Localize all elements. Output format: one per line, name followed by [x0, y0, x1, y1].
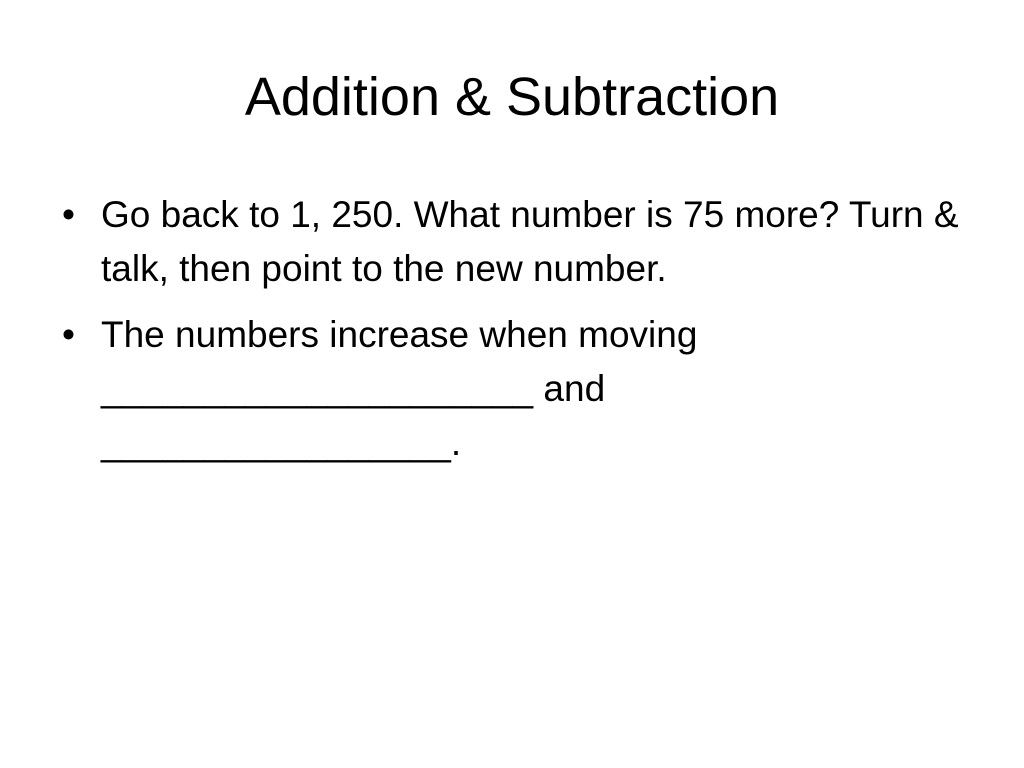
blank-line-text: _________________.: [101, 422, 462, 463]
bullet-dot-icon: •: [62, 314, 75, 355]
bullet-item: [62, 308, 962, 470]
slide-title: Addition & Subtraction: [244, 67, 780, 127]
bullet-text-line: The numbers increase when moving: [101, 314, 698, 355]
bullet-item: [62, 188, 962, 296]
bullet-dot-icon: •: [62, 194, 75, 235]
bullet-text: Go back to 1, 250. What number is 75 more? Turn & talk, then point to the new number.: [101, 194, 959, 289]
bullet-list: [62, 188, 962, 482]
blank-line-text: _____________________ and: [101, 368, 606, 409]
